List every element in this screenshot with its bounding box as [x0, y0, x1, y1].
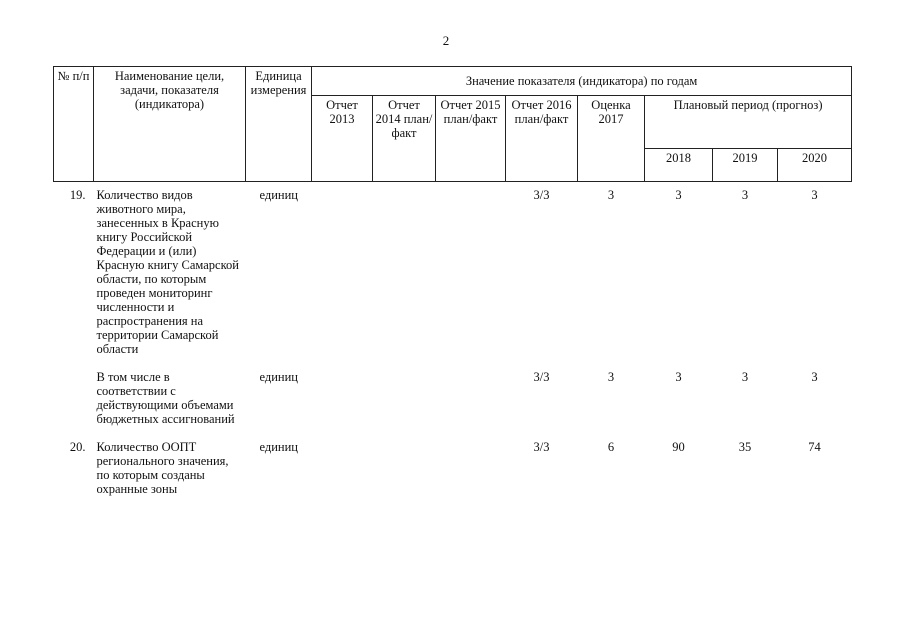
row-year-2019: 3 [741, 188, 749, 202]
row-estimate-2017: 3 [607, 370, 615, 384]
row-year-2020: 3 [811, 188, 818, 202]
header-report-2016: Отчет 2016 план/факт [506, 96, 578, 182]
row-report-2013 [312, 182, 373, 357]
row-report-2013 [312, 370, 373, 426]
table-row [54, 440, 852, 496]
row-report-2015 [436, 182, 506, 357]
row-report-2015 [436, 370, 506, 426]
row-year-2019: 3 [741, 370, 749, 384]
row-report-2016: 3/3 [533, 188, 550, 202]
row-year-2018: 3 [675, 370, 682, 384]
row-year-2019: 35 [738, 440, 752, 454]
row-report-2016: 3/3 [533, 370, 550, 384]
row-name: В том числе в соответствии с действующими объемами бюджетных ассигнований [96, 370, 235, 426]
header-plan-period: Плановый период (прогноз) [645, 96, 852, 149]
row-name: Количество видов животного мира, занесенных в Красную книгу Российской Федерации и (или) Красную книгу Самарской области, по которым проведен мониторинг численности и распространения на территории Самарской области [96, 188, 239, 356]
header-report-2013: Отчет 2013 [312, 96, 373, 182]
header-year-2018: 2018 [645, 149, 713, 182]
table-row [54, 370, 852, 426]
header-report-2014: Отчет 2014 план/факт [373, 96, 436, 182]
row-unit: единиц [259, 370, 299, 384]
header-unit: Единица измерения [246, 67, 312, 182]
header-estimate-2017: Оценка 2017 [578, 96, 645, 182]
page-number: 2 [442, 33, 450, 48]
row-report-2014 [373, 182, 436, 357]
row-unit: единиц [259, 440, 299, 454]
header-year-2019: 2019 [713, 149, 778, 182]
header-values: Значение показателя (индикатора) по годам [312, 67, 852, 96]
table-row [54, 182, 852, 357]
header-report-2015: Отчет 2015 план/факт [436, 96, 506, 182]
header-num: № п/п [54, 67, 94, 182]
row-report-2015 [436, 440, 506, 496]
row-report-2013 [312, 440, 373, 496]
row-num: 20. [69, 440, 86, 454]
row-year-2020: 74 [808, 440, 821, 454]
row-report-2016: 3/3 [533, 440, 550, 454]
row-num: 19. [69, 188, 86, 202]
row-year-2018: 3 [675, 188, 682, 202]
row-estimate-2017: 3 [607, 188, 615, 202]
row-report-2014 [373, 440, 436, 496]
header-name: Наименование цели, задачи, показателя (индикатора) [94, 67, 246, 182]
row-year-2020: 3 [811, 370, 818, 384]
row-estimate-2017: 6 [607, 440, 615, 454]
row-year-2018: 90 [672, 440, 685, 454]
row-report-2014 [373, 370, 436, 426]
row-num [54, 370, 94, 426]
indicators-table [53, 66, 852, 496]
row-unit: единиц [259, 188, 299, 202]
row-name: Количество ООПТ регионального значения, по которым созданы охранные зоны [96, 440, 229, 496]
header-year-2020: 2020 [778, 149, 852, 182]
